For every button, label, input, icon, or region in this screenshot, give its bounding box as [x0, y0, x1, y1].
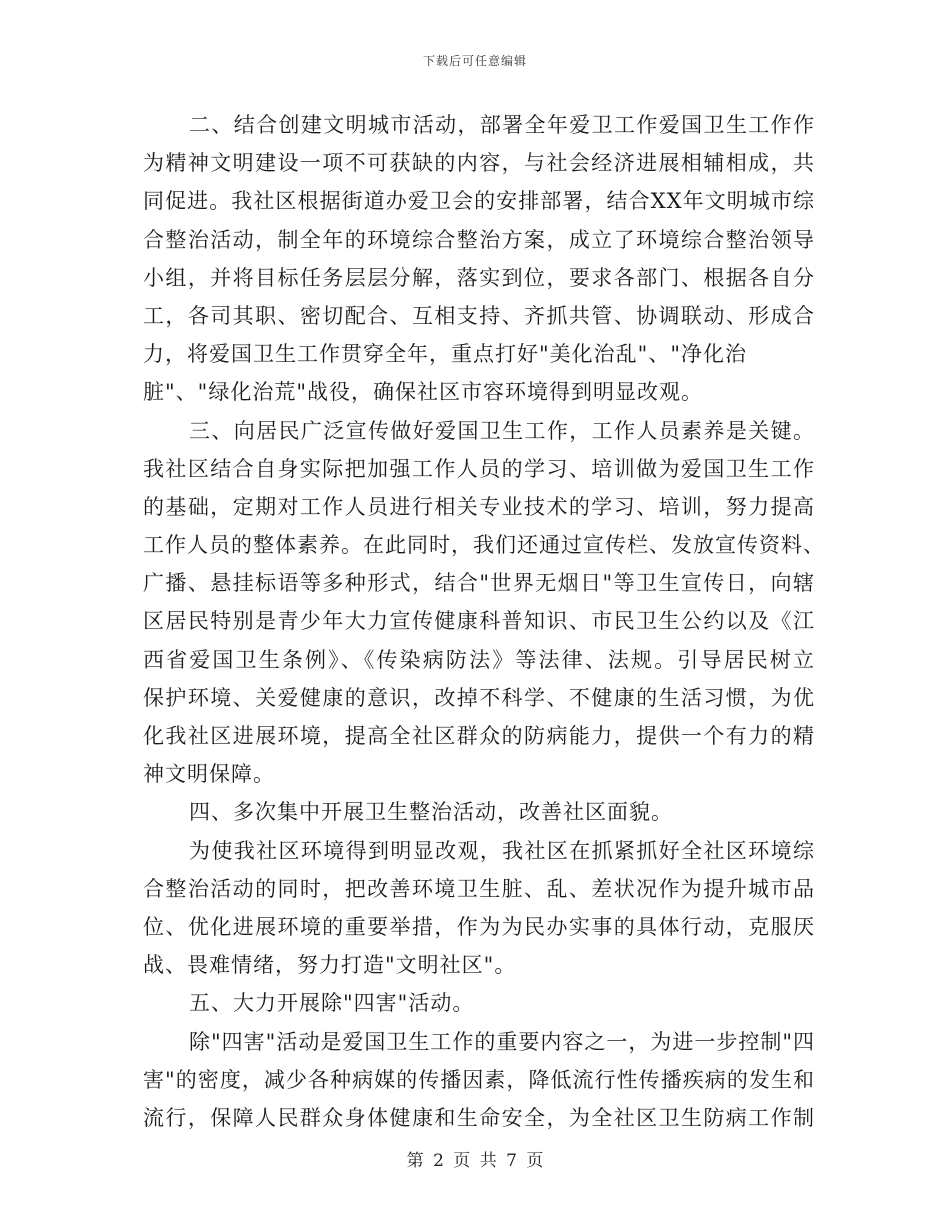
text-line: 小组，并将目标任务层层分解，落实到位，要求各部门、根据各自分: [143, 265, 815, 290]
text-line: 合整治活动的同时，把改善环境卫生脏、乱、差状况作为提升城市品: [143, 876, 815, 901]
text-line: 害"的密度，减少各种病媒的传播因素，降低流行性传播疾病的发生和: [143, 1067, 815, 1092]
text-line: 合整治活动，制全年的环境综合整治方案，成立了环境综合整治领导: [143, 227, 815, 252]
text-line: 我社区结合自身实际把加强工作人员的学习、培训做为爱国卫生工作: [143, 456, 815, 481]
document-body: [143, 106, 825, 1137]
text-line: 神文明保障。: [143, 762, 275, 787]
text-line: 位、优化进展环境的重要举措，作为为民办实事的具体行动，克服厌: [143, 914, 815, 939]
text-line: 力，将爱国卫生工作贯穿全年，重点打好"美化治乱"、"净化治: [143, 342, 747, 367]
text-line: 五、大力开展除"四害"活动。: [189, 991, 475, 1016]
text-line: 三、向居民广泛宣传做好爱国卫生工作，工作人员素养是关键。: [189, 418, 815, 443]
text-line: 的基础，定期对工作人员进行相关专业技术的学习、培训，努力提高: [143, 494, 815, 519]
text-line: 工作人员的整体素养。在此同时，我们还通过宣传栏、发放宣传资料、: [143, 533, 825, 558]
text-line: 二、结合创建文明城市活动，部署全年爱卫工作爱国卫生工作作: [189, 113, 815, 137]
page-number: 第 2 页 共 7 页: [406, 1151, 544, 1171]
text-line: 广播、悬挂标语等多种形式，结合"世界无烟日"等卫生宣传日，向辖: [143, 571, 815, 596]
text-line: 为精神文明建设一项不可获缺的内容，与社会经济进展相辅相成，共: [143, 151, 815, 176]
text-line: 化我社区进展环境，提高全社区群众的防病能力，提供一个有力的精: [143, 724, 815, 748]
text-line: 除"四害"活动是爱国卫生工作的重要内容之一，为进一步控制"四: [189, 1029, 815, 1054]
text-line: 同促进。我社区根据街道办爱卫会的安排部署，结合XX年文明城市综: [143, 189, 815, 214]
text-line: 工，各司其职、密切配合、互相支持、齐抓共管、协调联动、形成合: [143, 303, 815, 328]
text-line: 区居民特别是青少年大力宣传健康科普知识、市民卫生公约以及《江: [143, 609, 815, 634]
text-line: 脏"、"绿化治荒"战役，确保社区市容环境得到明显改观。: [143, 380, 703, 405]
text-line: 流行，保障人民群众身体健康和生命安全，为全社区卫生防病工作制: [143, 1105, 815, 1130]
text-line: 西省爱国卫生条例》、《传染病防法》等法律、法规。引导居民树立: [143, 647, 815, 672]
text-line: 四、多次集中开展卫生整治活动，改善社区面貌。: [189, 800, 673, 825]
text-line: 战、畏难情绪，努力打造"文明社区"。: [143, 953, 517, 978]
page-header-note: 下载后可任意编辑: [422, 54, 527, 68]
text-line: 保护环境、关爱健康的意识，改掉不科学、不健康的生活习惯，为优: [143, 685, 815, 710]
text-line: 为使我社区环境得到明显改观，我社区在抓紧抓好全社区环境综: [189, 838, 815, 863]
